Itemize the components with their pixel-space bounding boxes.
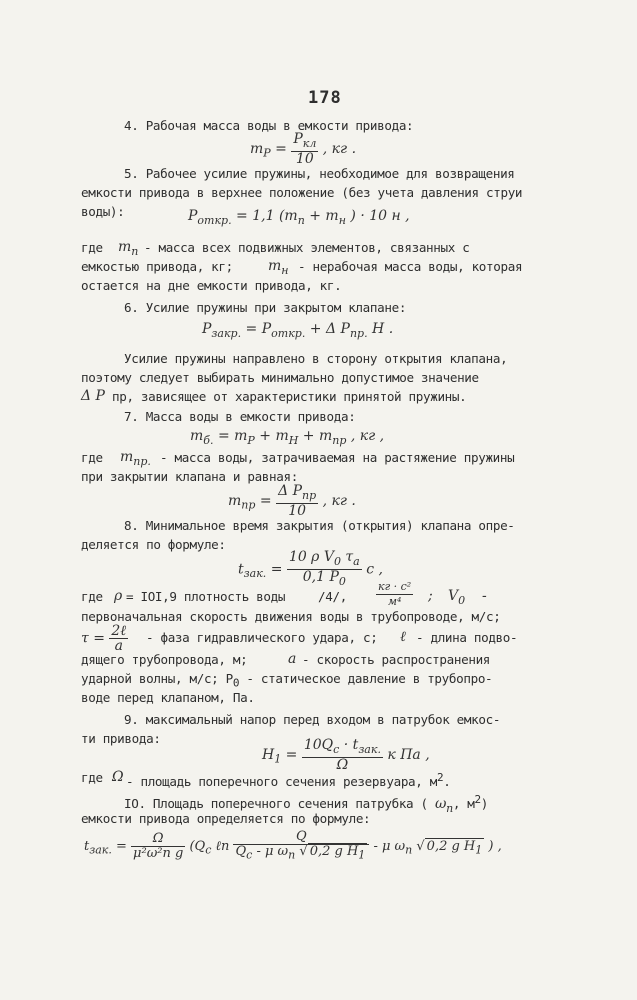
formula-max-head: $H_1$ = $\frac{10Q_c \cdot t_{зак.}}{\Omega}$ к Па , bbox=[262, 737, 430, 773]
symbol-omega: Ω bbox=[112, 769, 124, 785]
text-line: воде перед клапаном, Па. bbox=[81, 690, 255, 705]
formula-spring-force-closed: $P_{закр.} = P_{откр.} + \Delta$ $P_{пр.}$ H . bbox=[202, 321, 394, 340]
item-8-heading: 8. Минимальное время закрытия (открытия) клапана опре- bbox=[124, 518, 515, 533]
text-line: остается на дне емкости привода, кг. bbox=[81, 278, 342, 293]
text-line: - длина подво- bbox=[416, 630, 518, 645]
item-10-heading: IO. Площадь поперечного сечения патрубка ( $\omega_п$, $м^2$) bbox=[124, 793, 489, 815]
text-line: деляется по формуле: bbox=[81, 537, 226, 552]
text-line: где bbox=[81, 770, 103, 785]
formula-water-mass: $m_{б.} = m_P + m_H + m_{пр}$ , кг , bbox=[190, 428, 385, 447]
text-line: емкости привода определяется по формуле: bbox=[81, 811, 371, 826]
item-9-heading: 9. максимальный напор перед входом в патрубок емкос- bbox=[124, 712, 501, 727]
formula-nozzle-area: $t_{зак.}$ = $\frac{\Omega}{\text{μ²ω²п g}}$ ($Q_c$ ℓn $\frac{Q}{Q_c - \mu \omega_п √ 0,2 g H_1}$ - μ $\omega_п$ √ 0,2 g $H_1$ ) , bbox=[84, 829, 502, 862]
text-line: - скорость распространения bbox=[302, 652, 491, 667]
symbol-omega-n: $\omega_п$ bbox=[434, 796, 453, 815]
text-line: - площадь поперечного сечения резервуара, $м^2$. bbox=[126, 771, 451, 790]
symbol-rho: ρ bbox=[114, 588, 123, 604]
text-line: ти привода: bbox=[81, 731, 161, 746]
text-line: ударной волны, м/с; $P_0$ - статическое давление в трубопро- bbox=[81, 671, 493, 690]
formula-spring-stretch-mass: $m_{пр}$ = $\frac{\Delta P_{пр}}{10}$ , кг . bbox=[228, 483, 356, 519]
symbol-v0: $V_0$ bbox=[448, 588, 466, 607]
formula-hammer-phase: τ = $\frac{\text{2ℓ}}{a}$ bbox=[81, 623, 127, 654]
item-7-heading: 7. Масса воды в емкости привода: bbox=[124, 409, 356, 424]
text-line: = IOI,9 плотность воды bbox=[126, 589, 286, 604]
text-line: поэтому следует выбирать минимально допустимое значение bbox=[81, 370, 479, 385]
text-line: дящего трубопровода, м; bbox=[81, 652, 248, 667]
symbol-m-pr: $m_{пр.}$ bbox=[120, 449, 151, 468]
page-number: 178 bbox=[308, 88, 342, 108]
dash: - bbox=[482, 588, 487, 604]
formula-spring-force-open: $P_{откр.} = 1,1$ ($m_п + m_н$ ) · 10 н , bbox=[188, 208, 410, 227]
formula-working-mass: $m_P$ = $\frac{P_{кл}}{10}$ , кг . bbox=[250, 131, 357, 167]
text-line: при закрытии клапана и равная: bbox=[81, 469, 298, 484]
symbol-l: ℓ bbox=[400, 629, 406, 645]
text-line: где bbox=[81, 589, 103, 604]
text-line: пр, зависящее от характеристики принятой пружины. bbox=[112, 389, 467, 404]
text-line: - масса воды, затрачиваемая на растяжение пружины bbox=[160, 450, 515, 465]
symbol-delta-p: Δ P bbox=[81, 388, 105, 404]
text-line: емкостью привода, кг; bbox=[81, 259, 233, 274]
item-4-heading: 4. Рабочая масса воды в емкости привода: bbox=[124, 118, 414, 133]
text-line: - нерабочая масса воды, которая bbox=[298, 259, 523, 274]
text-line: где bbox=[81, 450, 103, 465]
text-line: емкости привода в верхнее положение (без учета давления струи bbox=[81, 185, 523, 200]
symbol-m-h: $m_н$ bbox=[268, 258, 289, 277]
item-5-heading: 5. Рабочее усилие пружины, необходимое для возвращения bbox=[124, 166, 515, 181]
symbol-m-n: $m_п$ bbox=[118, 239, 139, 258]
symbol-a: a bbox=[288, 651, 297, 667]
text-line: воды): bbox=[81, 204, 125, 219]
text-line: - фаза гидравлического удара, с; bbox=[146, 630, 378, 645]
text-line: первоначальная скорость движения воды в трубопроводе, м/с; bbox=[81, 609, 501, 624]
item-6-heading: 6. Усилие пружины при закрытом клапане: bbox=[124, 300, 407, 315]
formula-closing-time: $t_{зак.}$ = $\frac{10 \rho V_0 \tau_a}{0,1 P_0}$ c , bbox=[238, 549, 383, 588]
text-line: - масса всех подвижных элементов, связанных с bbox=[144, 240, 470, 255]
text-line: Усилие пружины направлено в сторону открытия клапана, bbox=[124, 351, 508, 366]
text-line: где bbox=[81, 240, 103, 255]
formula-density-units: $\frac{\text{кг · c²}}{\text{м⁴}}$ bbox=[378, 580, 412, 608]
text-line: /4/, bbox=[318, 589, 347, 604]
semicolon: ; bbox=[428, 588, 433, 604]
